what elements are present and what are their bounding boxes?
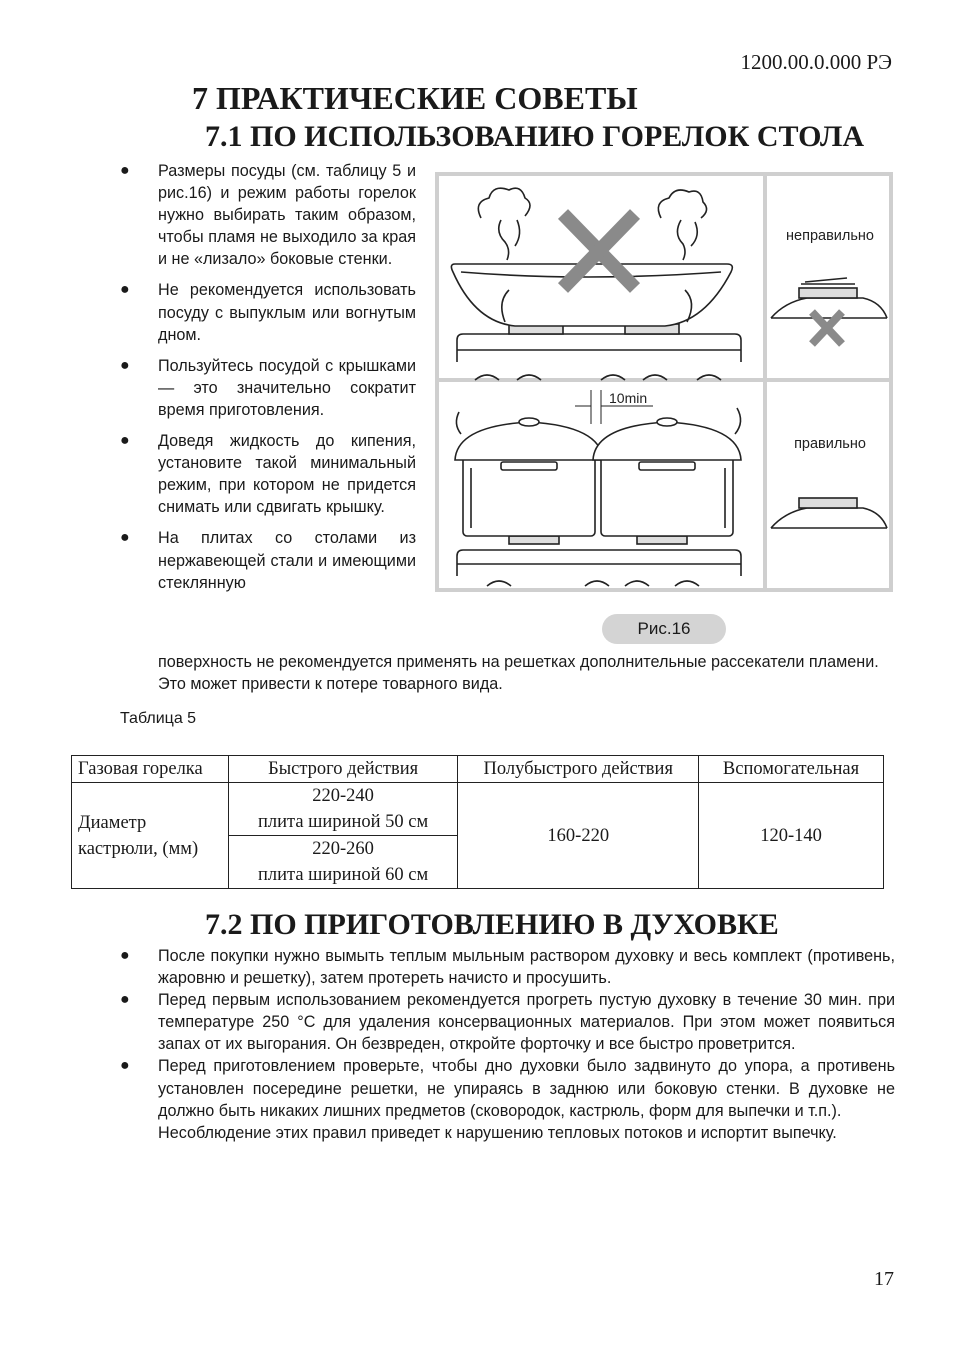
wrong-pan-illustration	[451, 188, 741, 380]
list-item-continuation: поверхность не рекомендуется применять на решетках дополнительные рассекатели пламени. Это может привести к потере товарного вида.	[158, 653, 879, 694]
list-item: ● Перед приготовлением проверьте, чтобы дно духовки было задвинуто до упора, а противень установлен посередине решетки, не упираясь в заднюю или боковую стенки. В духовке не должно быть никаких лишних предметов (сковородок, кастрюль, форм для выпечки и т.п.).	[120, 1057, 895, 1120]
bullet-icon: ●	[120, 432, 130, 450]
burner-pot-size-table	[71, 755, 884, 889]
correct-pots-illustration	[455, 390, 741, 586]
bullet-icon: ●	[120, 947, 130, 964]
bullet-icon: ●	[120, 162, 130, 179]
table-header-cell: Газовая горелка	[72, 756, 229, 783]
table-row	[72, 783, 884, 836]
label-right: правильно	[794, 436, 866, 452]
bullet-icon: ●	[120, 281, 130, 299]
table-cell: 120-140	[699, 783, 884, 889]
table-header-cell: Полубыстрого действия	[458, 756, 699, 783]
list-item: ● На плитах со столами из нержавеющей стали и имеющими стеклянную	[120, 529, 416, 592]
burner-tips-list	[120, 160, 416, 594]
list-item: ● Не рекомендуется использовать посуду с выпуклым или вогнутым дном.	[120, 281, 416, 344]
table-header-row	[72, 756, 884, 783]
table-cell: 160-220	[458, 783, 699, 889]
table-row-label: Диаметр кастрюли, (мм)	[72, 783, 229, 889]
wrong-small-mark-icon	[812, 312, 842, 344]
table-cell: 220-240 плита шириной 50 см	[228, 783, 458, 836]
list-item: ● Пользуйтесь посудой с крышками — это значительно сократит время приготовления.	[120, 356, 416, 419]
list-item: ● Перед первым использованием рекомендуется прогреть пустую духовку в течение 30 мин. при температуре 250 °С для удаления консервационных материалов. При этом может появиться запах от их выгорания. Он безвреден, откройте форточку и все быстро проветрится.	[120, 991, 895, 1054]
wrong-burner-small-illustration	[771, 278, 887, 318]
table-header-cell: Быстрого действия	[228, 756, 458, 783]
bullet-icon: ●	[120, 991, 130, 1009]
cookware-illustration	[435, 172, 895, 594]
section-title-burners: 7.1 ПО ИСПОЛЬЗОВАНИЮ ГОРЕЛОК СТОЛА	[205, 120, 864, 153]
list-item: ● После покупки нужно вымыть теплым мыльным раствором духовку и весь комплект (противень, жаровню и решетку), затем протереть начисто и просушить.	[120, 947, 895, 988]
chapter-title: 7 ПРАКТИЧЕСКИЕ СОВЕТЫ	[192, 80, 638, 116]
document-code: 1200.00.0.000 РЭ	[740, 50, 892, 74]
label-wrong: неправильно	[786, 228, 874, 244]
list-item: ● Размеры посуды (см. таблицу 5 и рис.16) и режим работы горелок нужно выбирать таким образом, чтобы пламя не выходило за края и не «лизало» боковые стенки.	[120, 162, 416, 269]
gap-label: 10min	[609, 390, 648, 406]
bullet-icon: ●	[120, 1057, 130, 1075]
list-item: ● Доведя жидкость до кипения, установите такой минимальный режим, при котором не придется снимать или сдвигать крышку.	[120, 432, 416, 517]
bullet-icon: ●	[120, 356, 130, 374]
oven-tips-list	[120, 945, 895, 1144]
correct-burner-small-illustration	[771, 498, 887, 528]
figure-caption: Рис.16	[602, 614, 726, 644]
bullet-icon: ●	[120, 529, 130, 547]
table-header-cell: Вспомогательная	[699, 756, 884, 783]
section-title-oven: 7.2 ПО ПРИГОТОВЛЕНИЮ В ДУХОВКЕ	[205, 908, 779, 941]
table-caption: Таблица 5	[120, 710, 197, 727]
table-cell: 220-260 плита шириной 60 см	[228, 836, 458, 889]
list-item-note: Несоблюдение этих правил приведет к нарушению тепловых потоков и испортит выпечку.	[158, 1123, 837, 1142]
page-number: 17	[874, 1268, 894, 1290]
